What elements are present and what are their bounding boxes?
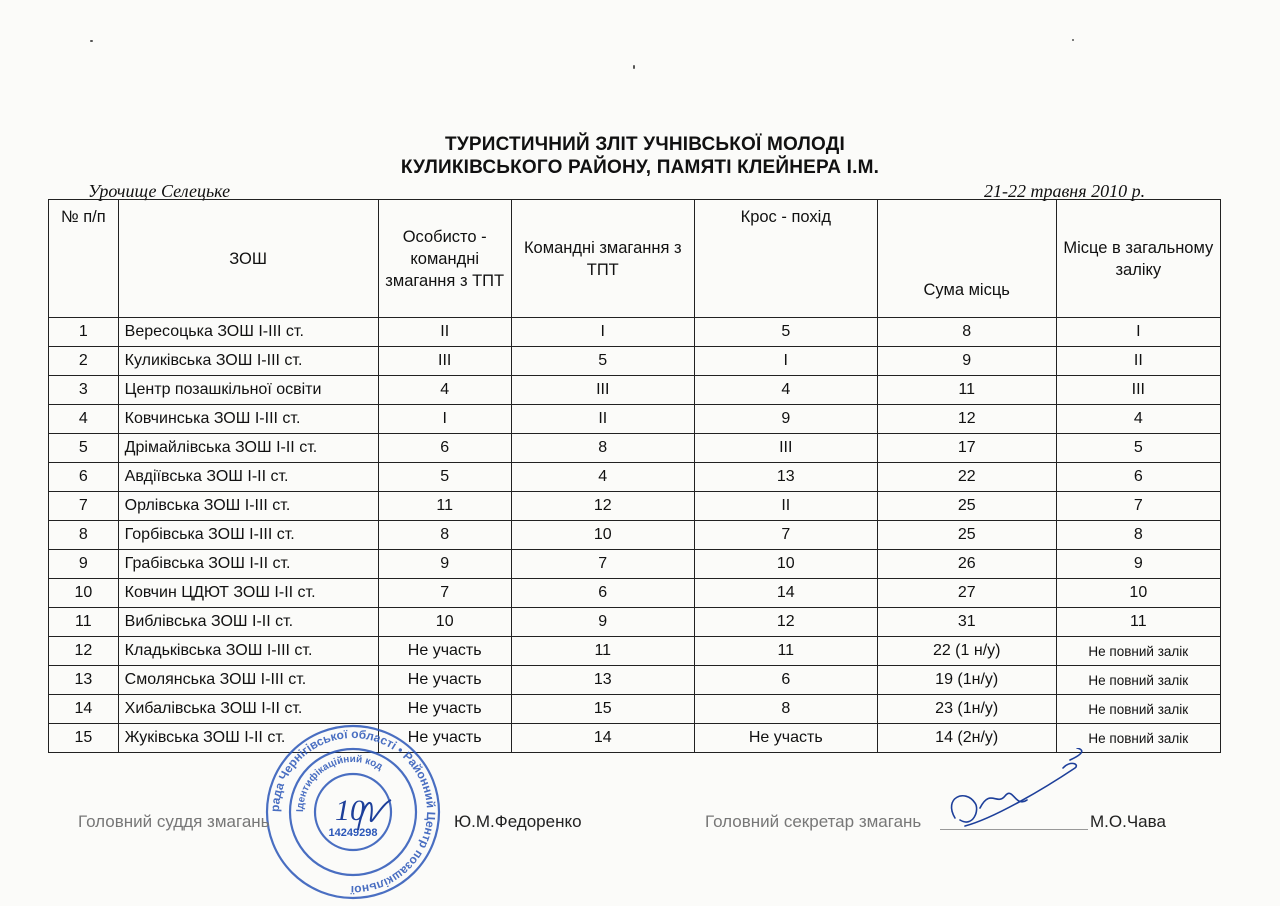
cell-number: 12 [49,637,119,666]
cell-cross: 4 [694,376,877,405]
table-row [49,318,1221,347]
cell-cross: ІІІ [694,434,877,463]
event-date: 21-22 травня 2010 р. [984,181,1146,201]
cell-team: 9 [511,608,694,637]
secretary-signature [935,748,1095,838]
cell-sum: 19 (1н/у) [877,666,1056,695]
cell-overall-place: І [1056,318,1220,347]
cell-sum: 22 (1 н/у) [877,637,1056,666]
cell-school: Грабівська ЗОШ І-ІІ ст. [118,550,378,579]
cell-cross: ІІ [694,492,877,521]
cell-number: 6 [49,463,119,492]
table-row [49,463,1221,492]
cell-sum: 22 [877,463,1056,492]
cell-personal-team: 6 [378,434,511,463]
cell-number: 14 [49,695,119,724]
column-header-overall-place: Місце в загальному заліку [1056,200,1220,318]
cell-school: Жуківська ЗОШ І-ІІ ст. [118,724,378,753]
cell-sum: 11 [877,376,1056,405]
cell-number: 7 [49,492,119,521]
cell-sum: 27 [877,579,1056,608]
cell-overall-place: Не повний залік [1056,637,1220,666]
results-table [48,199,1221,753]
cell-personal-team: Не участь [378,666,511,695]
cell-sum: 31 [877,608,1056,637]
cell-personal-team: 4 [378,376,511,405]
cell-overall-place: 9 [1056,550,1220,579]
cell-number: 4 [49,405,119,434]
cell-personal-team: Не участь [378,637,511,666]
cell-sum: 23 (1н/у) [877,695,1056,724]
cell-personal-team: 11 [378,492,511,521]
stamp-code: 14249298 [328,827,378,839]
cell-team: 10 [511,521,694,550]
cell-cross: 5 [694,318,877,347]
cell-cross: 11 [694,637,877,666]
cell-overall-place: ІІІ [1056,376,1220,405]
column-header-number: № п/п [49,200,119,318]
cell-school: Смолянська ЗОШ І-ІІІ ст. [118,666,378,695]
cell-sum: 9 [877,347,1056,376]
cell-team: 11 [511,637,694,666]
cell-personal-team: І [378,405,511,434]
secretary-name: М.О.Чава [1090,812,1166,831]
cell-personal-team: 7 [378,579,511,608]
cell-school: Ковчин ЦДЮТ ЗОШ І-ІІ ст. [118,579,378,608]
cell-school: Вересоцька ЗОШ І-ІІІ ст. [118,318,378,347]
cell-school: Орлівська ЗОШ І-ІІІ ст. [118,492,378,521]
column-header-team: Командні змагання з ТПТ [511,200,694,318]
cell-sum: 25 [877,521,1056,550]
cell-school: Дрімайлівська ЗОШ І-ІІ ст. [118,434,378,463]
cell-sum: 12 [877,405,1056,434]
table-row [49,376,1221,405]
cell-personal-team: Не участь [378,695,511,724]
cell-team: 8 [511,434,694,463]
stamp-handwritten-number: 10 [335,794,365,827]
judge-signature-line [78,812,270,832]
cell-overall-place: 11 [1056,608,1220,637]
cell-personal-team: 9 [378,550,511,579]
cell-overall-place: 7 [1056,492,1220,521]
cell-team: 4 [511,463,694,492]
event-place: Урочище Селецьке [88,181,231,201]
cell-school: Виблівська ЗОШ І-ІІ ст. [118,608,378,637]
cell-sum: 25 [877,492,1056,521]
table-row [49,347,1221,376]
cell-team: 15 [511,695,694,724]
cell-overall-place: 6 [1056,463,1220,492]
cell-overall-place: 4 [1056,405,1220,434]
cell-personal-team: ІІІ [378,347,511,376]
cell-personal-team: 5 [378,463,511,492]
cell-overall-place: Не повний залік [1056,695,1220,724]
cell-overall-place: 5 [1056,434,1220,463]
cell-cross: 6 [694,666,877,695]
cell-team: 7 [511,550,694,579]
cell-number: 9 [49,550,119,579]
cell-overall-place: 10 [1056,579,1220,608]
secretary-label: Головний секретар змагань [705,812,922,831]
title-line-2: КУЛИКІВСЬКОГО РАЙОНУ, ПАМЯТІ КЛЕЙНЕРА І.М. [400,157,880,178]
cell-overall-place: ІІ [1056,347,1220,376]
document-title [0,133,1280,179]
table-row [49,695,1221,724]
cell-number: 10 [49,579,119,608]
cell-school: Кладьківська ЗОШ І-ІІІ ст. [118,637,378,666]
column-header-school: ЗОШ [118,200,378,318]
official-stamp [263,722,443,902]
cell-team: 5 [511,347,694,376]
cell-cross: І [694,347,877,376]
table-row [49,550,1221,579]
stamp-outer-text: рада Чернігівської області • Районний Центр позашкільної [267,726,439,898]
stamp-inner-text: Ідентифікаційний код [294,753,385,813]
cell-cross: Не участь [694,724,877,753]
cell-number: 3 [49,376,119,405]
table-row [49,637,1221,666]
column-header-personal-team: Особисто - командні змагання з ТПТ [378,200,511,318]
cell-personal-team: Не участь [378,724,511,753]
cell-team: 13 [511,666,694,695]
cell-number: 8 [49,521,119,550]
table-header-row [49,200,1221,318]
cell-cross: 9 [694,405,877,434]
cell-number: 13 [49,666,119,695]
title-line-1: ТУРИСТИЧНИЙ ЗЛІТ УЧНІВСЬКОЇ МОЛОДІ [445,134,845,155]
column-header-cross: Крос - похід [694,200,877,318]
cell-sum: 8 [877,318,1056,347]
cell-number: 1 [49,318,119,347]
cell-team: ІІ [511,405,694,434]
judge-label: Головний суддя змагань [78,812,270,831]
table-row [49,608,1221,637]
cell-school: Авдіївська ЗОШ І-ІІ ст. [118,463,378,492]
cell-school: Горбівська ЗОШ І-ІІІ ст. [118,521,378,550]
cell-cross: 12 [694,608,877,637]
table-row [49,434,1221,463]
cell-number: 2 [49,347,119,376]
cell-overall-place: 8 [1056,521,1220,550]
cell-school: Ковчинська ЗОШ І-ІІІ ст. [118,405,378,434]
table-row [49,405,1221,434]
column-header-sum: Сума місць [877,200,1056,318]
cell-overall-place: Не повний залік [1056,666,1220,695]
cell-overall-place: Не повний залік [1056,724,1220,753]
cell-cross: 13 [694,463,877,492]
cell-number: 5 [49,434,119,463]
secretary-signature-line [705,812,921,832]
cell-team: 6 [511,579,694,608]
scan-speck [1072,39,1074,41]
scan-speck [90,40,93,42]
cell-number: 11 [49,608,119,637]
cell-cross: 8 [694,695,877,724]
cell-personal-team: ІІ [378,318,511,347]
cell-team: ІІІ [511,376,694,405]
table-row [49,666,1221,695]
table-row [49,492,1221,521]
cell-team: І [511,318,694,347]
judge-name: Ю.М.Федоренко [454,812,582,831]
cell-sum: 17 [877,434,1056,463]
cell-sum: 14 (2н/у) [877,724,1056,753]
cell-personal-team: 10 [378,608,511,637]
judge-name-block [454,812,582,832]
cell-cross: 10 [694,550,877,579]
secretary-name-block [1090,812,1166,832]
cell-school: Хибалівська ЗОШ І-ІІ ст. [118,695,378,724]
scan-speck [633,65,635,69]
cell-cross: 7 [694,521,877,550]
table-row [49,521,1221,550]
cell-team: 14 [511,724,694,753]
cell-team: 12 [511,492,694,521]
cell-cross: 14 [694,579,877,608]
cell-school: Куликівська ЗОШ І-ІІІ ст. [118,347,378,376]
cell-number: 15 [49,724,119,753]
table-row [49,579,1221,608]
cell-school: Центр позашкільної освіти [118,376,378,405]
cell-personal-team: 8 [378,521,511,550]
cell-sum: 26 [877,550,1056,579]
